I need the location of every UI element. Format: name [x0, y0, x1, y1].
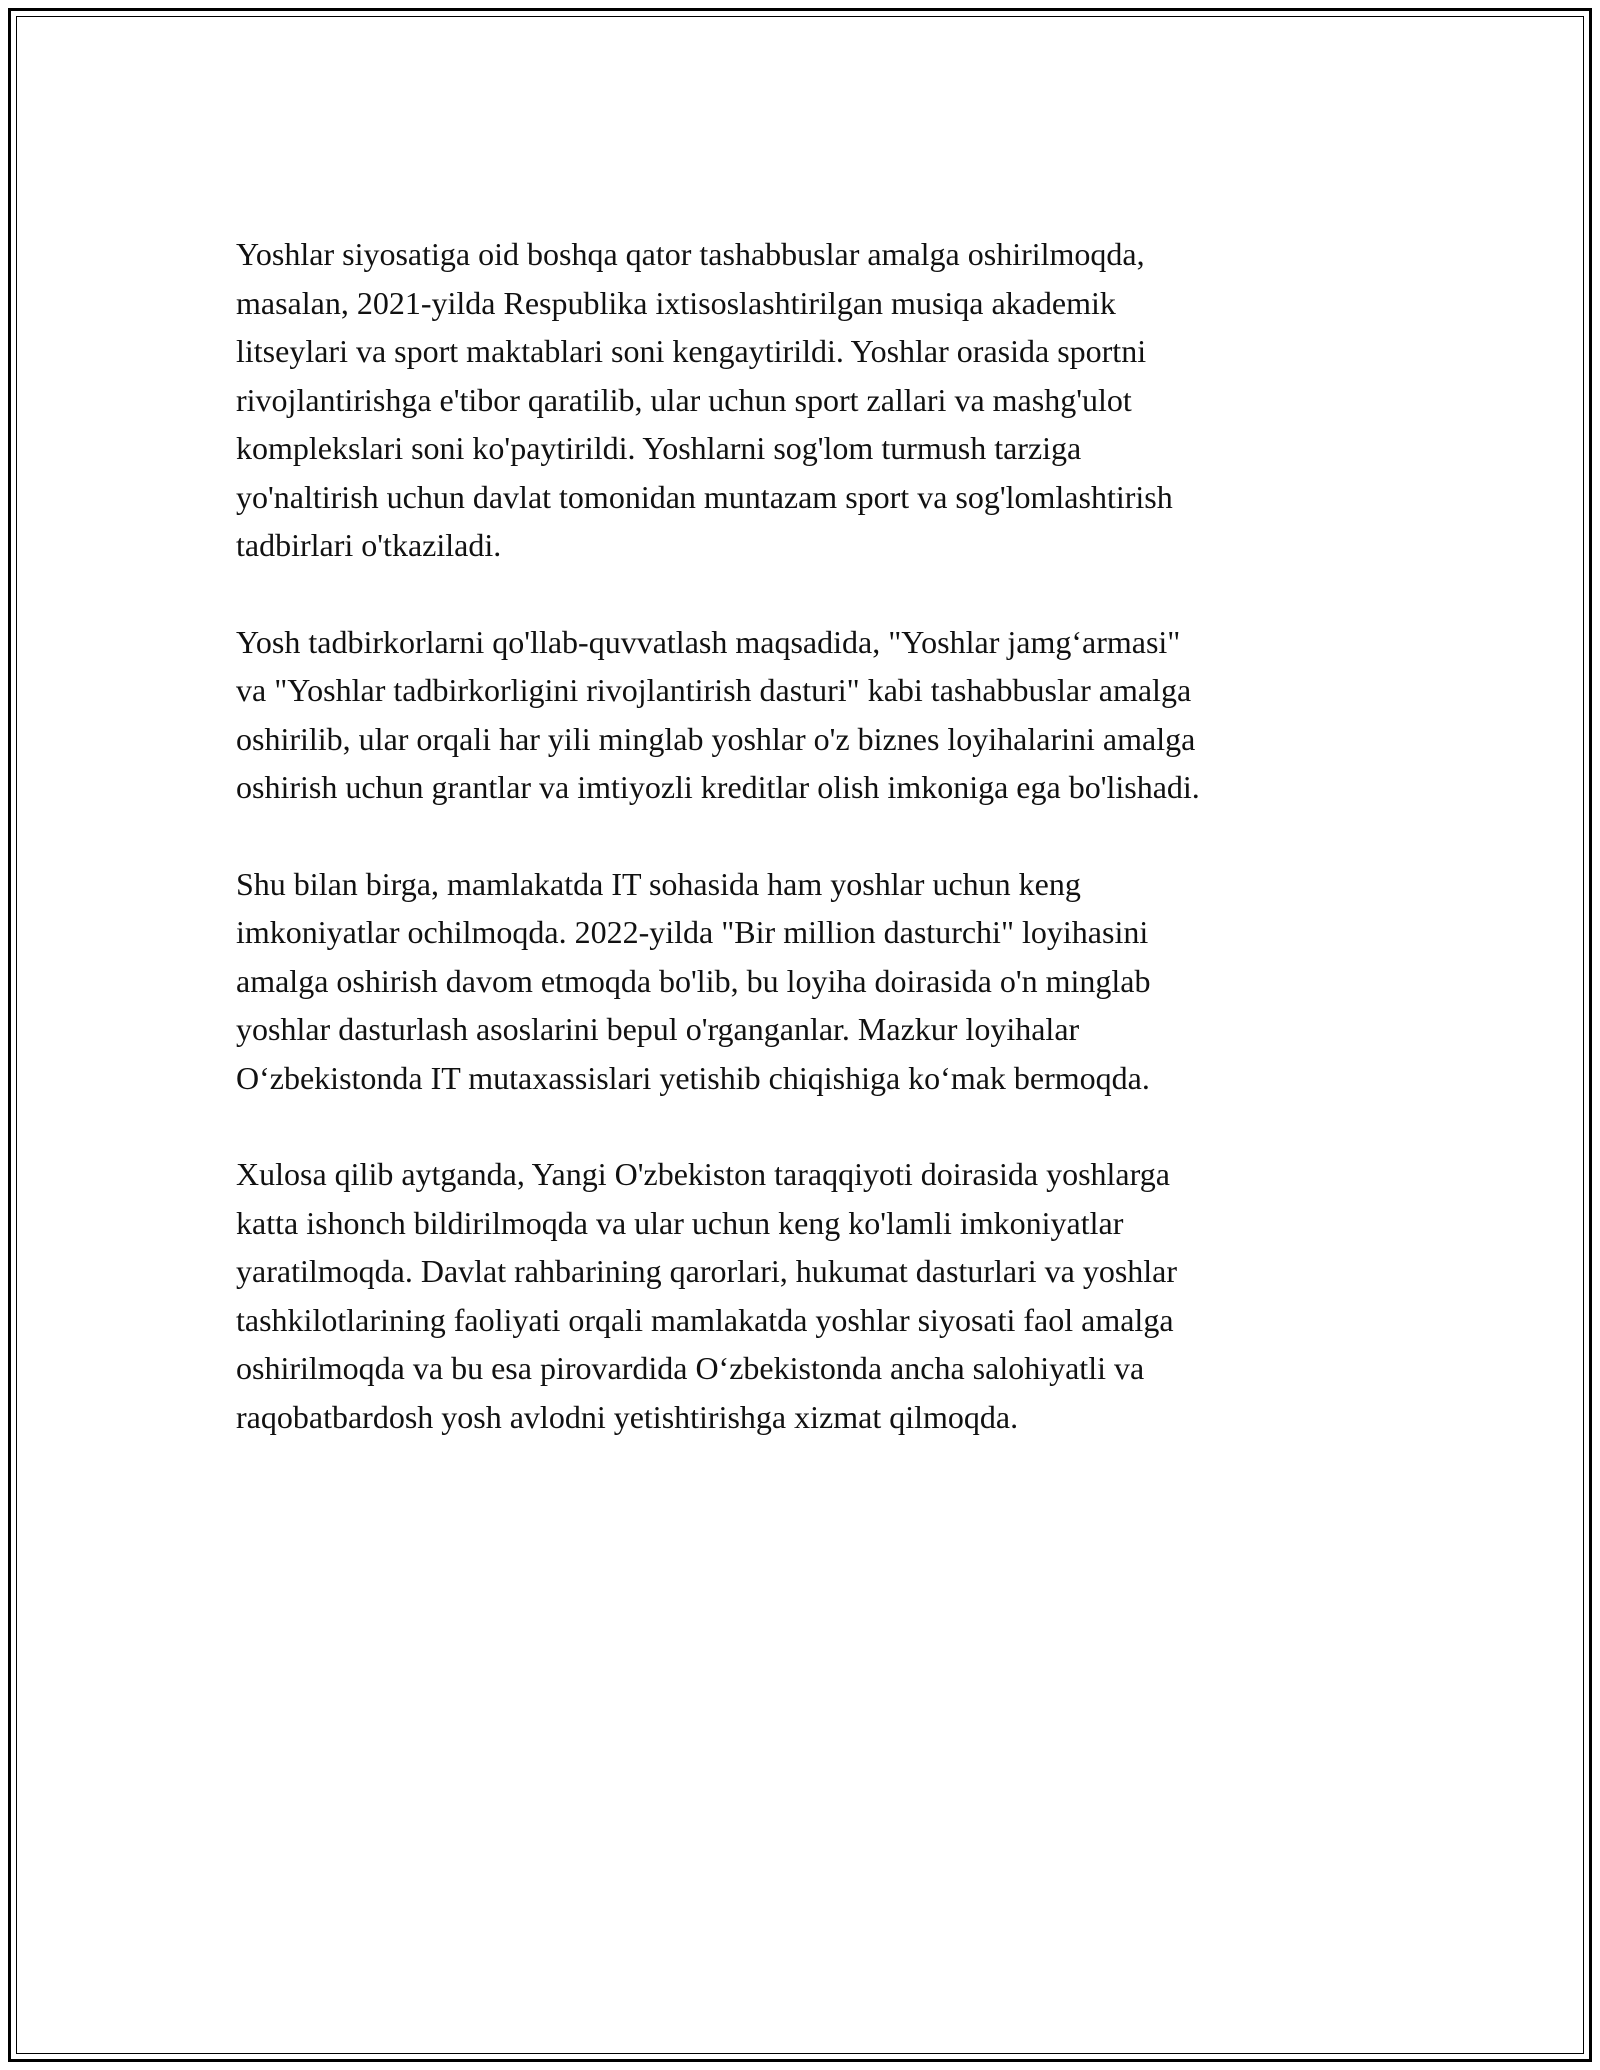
paragraph-entrepreneurship: Yosh tadbirkorlarni qo'llab-quvvatlash maqsadida, "Yoshlar jamg‘armasi" va "Yoshlar tadbirkorligini rivojlantirish dasturi" kabi tashabbuslar amalga oshirilib, ular orqali har yili minglab yoshlar o'z biznes loyihalarini amalga oshirish uchun grantlar va imtiyozli kreditlar olish imkoniga ega bo'lishadi. [236, 623, 1200, 805]
paragraph-youth-policy: Yoshlar siyosatiga oid boshqa qator tashabbuslar amalga oshirilmoqda, masalan, 2021-yilda Respublika ixtisoslashtirilgan musiqa akademik litseylari va sport maktablari soni kengaytirildi. Yoshlar orasida sportni rivojlantirishga e'tibor qaratilib, ular uchun sport zallari va mashg'ulot komplekslari soni ko'paytirildi. Yoshlarni sog'lom turmush tarziga yo'naltirish uchun davlat tomonidan muntazam sport va sog'lomlashtirish tadbirlari o'tkaziladi. [236, 236, 1173, 563]
paragraph-it-sector: Shu bilan birga, mamlakatda IT sohasida ham yoshlar uchun keng imkoniyatlar ochilmoqda. 2022-yilda "Bir million dasturchi" loyihasini amalga oshirish davom etmoqda bo'lib, bu loyiha doirasida o'n minglab yoshlar dasturlash asoslarini bepul o'rganganlar. Mazkur loyihalar O‘zbekistonda IT mutaxassislari yetishib chiqishiga ko‘mak bermoqda. [236, 865, 1151, 1096]
document-body [236, 230, 1376, 1489]
paragraph-conclusion: Xulosa qilib aytganda, Yangi O'zbekiston taraqqiyoti doirasida yoshlarga katta ishonch bildirilmoqda va ular uchun keng ko'lamli imkoniyatlar yaratilmoqda. Davlat rahbarining qarorlari, hukumat dasturlari va yoshlar tashkilotlarining faoliyati orqali mamlakatda yoshlar siyosati faol amalga oshirilmoqda va bu esa pirovardida O‘zbekistonda ancha salohiyatli va raqobatbardosh yosh avlodni yetishtirishga xizmat qilmoqda. [236, 1156, 1178, 1435]
